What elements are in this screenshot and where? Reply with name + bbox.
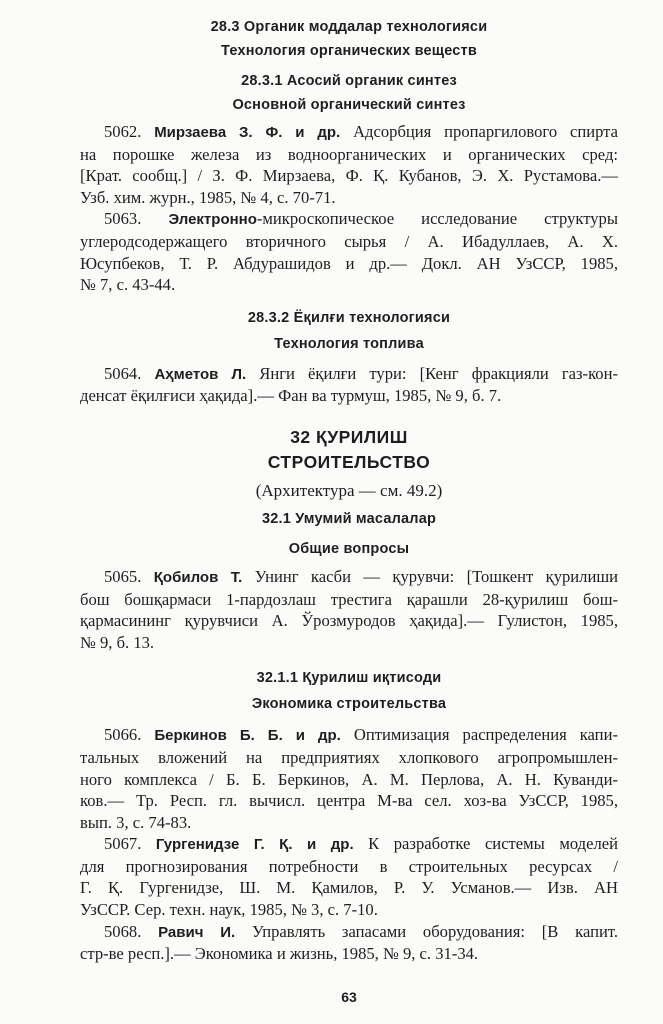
entry-title: Адсорбция пропаргилового спирта <box>353 122 618 141</box>
entry-line: № 7, с. 43-44. <box>80 275 176 295</box>
bibliography-entry <box>80 566 618 653</box>
entry-author: Аҳметов Л. <box>154 365 247 383</box>
entry-title: -микроскопическое исследование структуры <box>256 209 618 229</box>
bibliography-entry <box>80 724 618 833</box>
entry-number: 5066. <box>104 725 142 745</box>
entry-line: денсат ёқилғиси ҳақида].— Фан ва турмуш, 1985, № 9, б. 7. <box>80 386 502 406</box>
entry-title: Унинг касби — қурувчи: [Тошкент қурилиши <box>254 566 618 586</box>
bibliography-entry <box>80 121 618 208</box>
entry-line: тальных вложений на предприятиях хлопкового агропромышлен- <box>80 747 618 767</box>
entry-number: 5062. <box>104 122 142 141</box>
entry-author: Равич И. <box>158 923 236 941</box>
entry-line <box>80 566 618 589</box>
entry-author: Беркинов Б. Б. и др. <box>154 727 341 745</box>
section-heading: СТРОИТЕЛЬСТВО <box>267 451 431 472</box>
entry-line: на порошке железа из водноорганических и органических сред: <box>80 144 618 164</box>
entry-number: 5064. <box>104 363 142 383</box>
entry-line: УзССР. Сер. техн. наук, 1985, № 3, с. 7-10. <box>80 900 378 920</box>
entry-line: стр-ве респ.].— Экономика и жизнь, 1985, № 9, с. 31-34. <box>80 944 479 964</box>
entry-title: Янги ёқилғи тури: [Кенг фракцияли газ-кон- <box>259 363 618 383</box>
bibliography-entry <box>80 921 618 965</box>
entry-line <box>80 833 618 856</box>
section-heading: 28.3 Органик моддалар технологияси <box>210 19 488 35</box>
entry-author: Мирзаева З. Ф. и др. <box>154 124 341 141</box>
entry-number: 5068. <box>104 921 142 941</box>
entry-line <box>80 208 618 231</box>
entry-title: К разработке системы моделей <box>368 834 618 854</box>
entry-line <box>80 363 618 386</box>
entry-author: Гургенидзе Г. Қ. и др. <box>155 836 354 854</box>
entry-author: Қобилов Т. <box>153 568 243 586</box>
entry-author: Электронно <box>168 211 257 229</box>
entry-line: вып. 3, с. 74-83. <box>80 812 192 832</box>
entry-line: ков.— Тр. Респ. гл. вычисл. центра М-ва сел. хоз-ва УзССР, 1985, <box>80 791 618 811</box>
document-page <box>80 16 618 1007</box>
entry-line: Юсупбеков, Т. Р. Абдурашидов и др.— Докл. АН УзССР, 1985, <box>80 253 618 273</box>
section-heading: 32.1.1 Қурилиш иқтисоди <box>256 670 442 687</box>
entry-line: қармасининг қурувчиси А. Ўрозмуродов ҳақида].— Гулистон, 1985, <box>80 611 618 631</box>
entry-number: 5065. <box>104 566 142 586</box>
section-heading: 32.1 Умумий масалалар <box>261 510 437 527</box>
entry-line: Г. Қ. Гургенидзе, Ш. М. Қамилов, Р. У. Усманов.— Изв. АН <box>80 878 618 898</box>
entry-line: для прогнозирования потребности в строительных ресурсах / <box>80 856 618 876</box>
page-number: 63 <box>341 988 357 1005</box>
bibliography-entry <box>80 833 618 920</box>
bibliography-entry <box>80 363 618 407</box>
section-heading: Технология органических веществ <box>221 43 477 59</box>
section-heading: 28.3.2 Ёқилғи технологияси <box>247 309 451 326</box>
section-heading: 32 ҚУРИЛИШ <box>290 426 408 447</box>
section-heading: 28.3.1 Асосий органик синтез <box>241 73 457 89</box>
entry-line: Узб. хим. журн., 1985, № 4, с. 70-71. <box>80 187 336 207</box>
entry-line <box>80 121 618 144</box>
entry-line: [Крат. сообщ.] / З. Ф. Мирзаева, Ф. Қ. Кубанов, Э. Х. Рустамова.— <box>80 166 618 186</box>
entry-line: углеродсодержащего вторичного сырья / А. Ибадуллаев, А. Х. <box>80 231 618 251</box>
section-heading: Экономика строительства <box>251 696 447 713</box>
entry-title: Управлять запасами оборудования: [В капит. <box>251 921 619 941</box>
entry-number: 5067. <box>104 834 142 854</box>
cross-reference-note: (Архитектура — см. 49.2) <box>255 480 443 500</box>
entry-line: бош бошқармаси 1-пардозлаш трестига қарашли 28-қурилиш бош- <box>80 589 618 609</box>
entry-line: № 9, б. 13. <box>80 632 155 652</box>
bibliography-entry <box>80 208 618 295</box>
entry-title: Оптимизация распределения капи- <box>353 725 618 745</box>
section-heading: Основной органический синтез <box>232 97 466 113</box>
entry-line: ного комплекса / Б. Б. Беркинов, А. М. Перлова, А. Н. Куванди- <box>80 769 618 789</box>
section-heading: Технология топлива <box>274 335 424 352</box>
entry-line <box>80 921 618 944</box>
section-heading: Общие вопросы <box>288 540 410 557</box>
entry-number: 5063. <box>104 209 142 229</box>
entry-line <box>80 724 618 747</box>
